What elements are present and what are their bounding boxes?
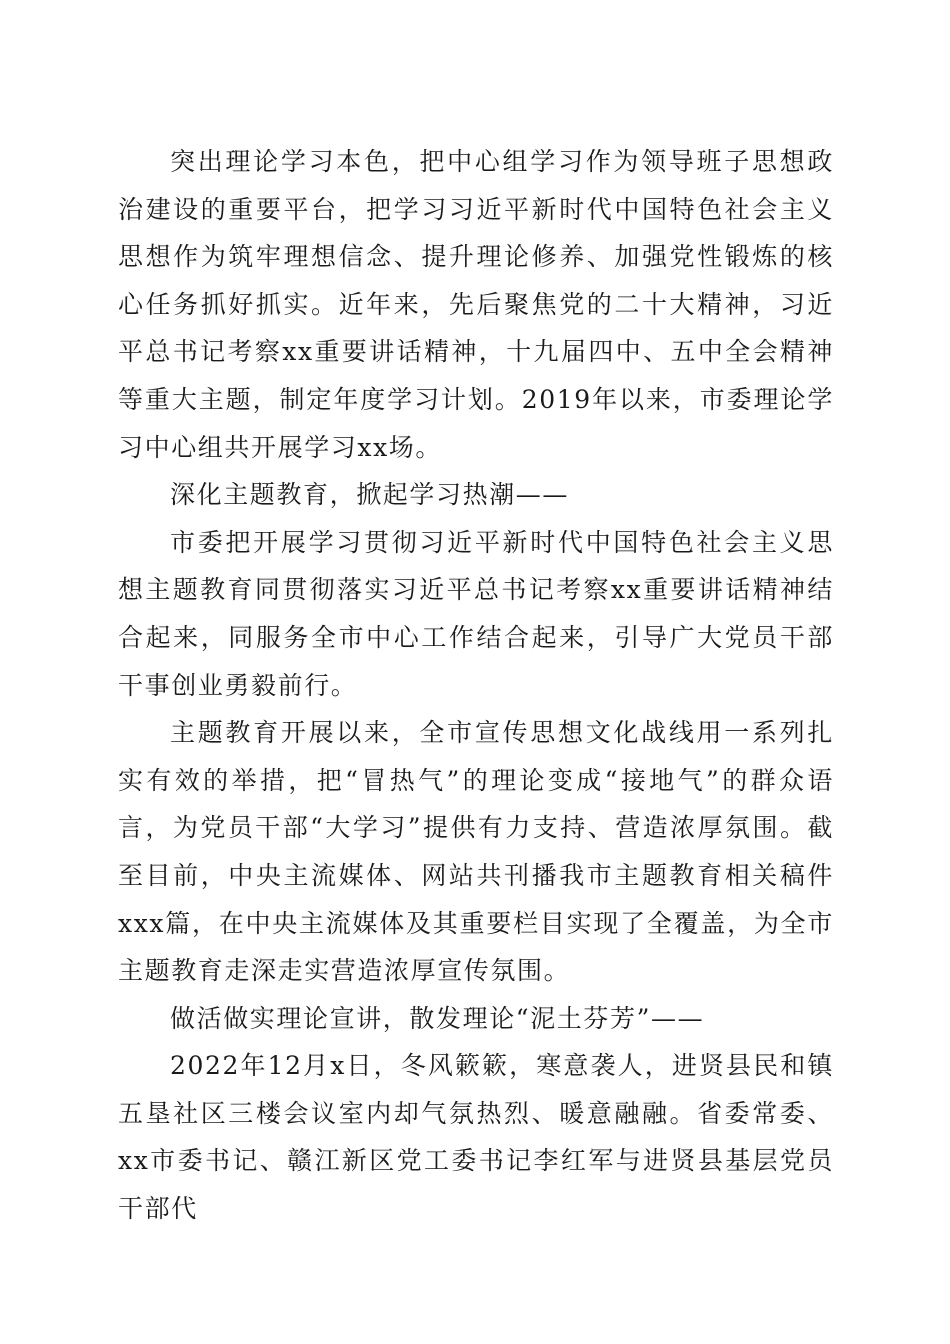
document-body — [118, 138, 834, 1233]
paragraph-theory-study: 突出理论学习本色，把中心组学习作为领导班子思想政治建设的重要平台，把学习习近平新时代中国特色社会主义思想作为筑牢理想信念、提升理论修养、加强党性锻炼的核心任务抓好抓实。近年来，先后聚焦党的二十大精神，习近平总书记考察xx重要讲话精神，十九届四中、五中全会精神等重大主题，制定年度学习计划。2019年以来，市委理论学习中心组共开展学习xx场。 — [118, 147, 834, 462]
paragraph-lecture-event: 2022年12月x日，冬风簌簌，寒意袭人，进贤县民和镇五垦社区三楼会议室内却气氛热烈、暖意融融。省委常委、xx市委书记、赣江新区党工委书记李红军与进贤县基层党员干部代 — [118, 1051, 834, 1224]
paragraph-theme-education: 市委把开展学习贯彻习近平新时代中国特色社会主义思想主题教育同贯彻落实习近平总书记考察xx重要讲话精神结合起来，同服务全市中心工作结合起来，引导广大党员干部干事创业勇毅前行。 — [118, 527, 834, 700]
paragraph-heading-lecture: 做活做实理论宣讲，散发理论“泥土芬芳”—— — [170, 1003, 705, 1033]
paragraph-publicity: 主题教育开展以来，全市宣传思想文化战线用一系列扎实有效的举措，把“冒热气”的理论变成“接地气”的群众语言，为党员干部“大学习”提供有力支持、营造浓厚氛围。截至目前，中央主流媒体、网站共刊播我市主题教育相关稿件xxx篇，在中央主流媒体及其重要栏目实现了全覆盖，为全市主题教育走深走实营造浓厚宣传氛围。 — [118, 718, 834, 986]
paragraph-heading-theme-education: 深化主题教育，掀起学习热潮—— — [170, 480, 570, 510]
